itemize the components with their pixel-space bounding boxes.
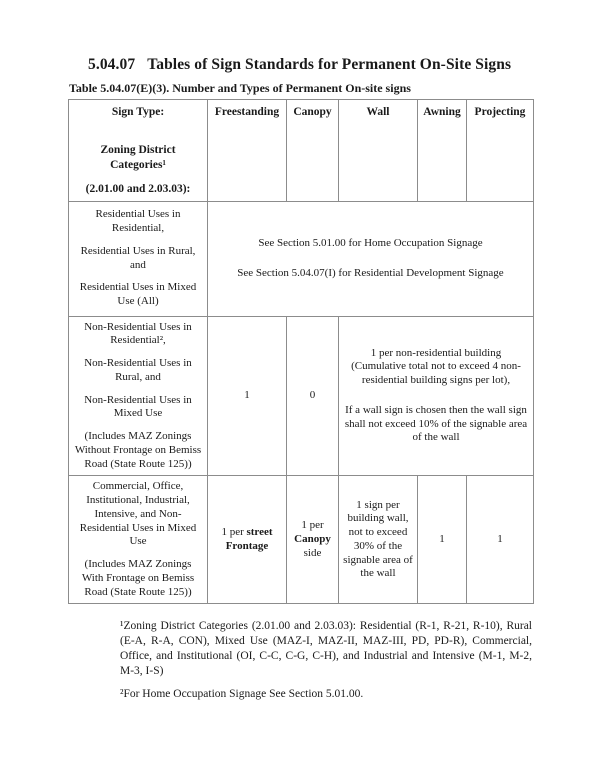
text-paragraph: Commercial, Office, Institutional, Industrial, Intensive, and Non-Residential Uses in Mixed Use — [79, 480, 197, 548]
text-paragraph: Residential Uses in Mixed Use (All) — [79, 281, 197, 307]
canopy-value-prefix: 1 per — [301, 519, 324, 532]
text-paragraph: Residential Uses in Residential, — [95, 208, 181, 234]
text-paragraph: Residential Uses in Rural, and — [80, 244, 196, 271]
sign-standards-table — [68, 99, 534, 604]
header-projecting: Projecting — [467, 100, 534, 202]
nonresidential-freestanding-value: 1 — [208, 316, 287, 476]
text-paragraph: (Includes MAZ Zonings With Frontage on Bemiss Road (State Route 125)) — [81, 558, 195, 598]
nonresidential-canopy-value: 0 — [287, 316, 339, 476]
canopy-value-suffix: side — [303, 546, 322, 559]
footnote-zoning-categories: ¹Zoning District Categories (2.01.00 and 2.03.03): Residential (R-1, R-21, R-10), Rural (E-A, R-A, CON), Mixed Use (MAZ-I, MAZ-II, MAZ-III, PD, PD-R), Commercial, Office, and Institutional (OI, C-C, C-G, C-H), and Industrial and Intensive (M-1, M-2, M-3, I-S) — [120, 620, 532, 678]
commercial-projecting-value: 1 — [467, 476, 534, 604]
commercial-awning-value: 1 — [418, 476, 467, 604]
zoning-reference-label: (2.01.00 and 2.03.03): — [85, 183, 191, 196]
commercial-wall-value: 1 sign per building wall, not to exceed 30% of the signable area of the wall — [339, 476, 418, 604]
text-paragraph: Non-Residential Uses in Residential², — [84, 320, 192, 347]
row-nonresidential-uses — [69, 316, 534, 476]
table-header-row — [69, 100, 534, 202]
header-sign-type — [69, 100, 208, 202]
zoning-district-label: Zoning District Categories¹ — [100, 144, 176, 171]
footnotes-section — [120, 619, 532, 702]
freestanding-value-bold: street Frontage — [225, 526, 273, 552]
page-title — [88, 56, 533, 74]
footnote-home-occupation: ²For Home Occupation Signage See Section 5.01.00. — [120, 688, 364, 700]
text-paragraph: See Section 5.01.00 for Home Occupation Signage — [258, 236, 483, 249]
row-residential-uses — [69, 201, 534, 316]
header-wall: Wall — [339, 100, 418, 202]
text-paragraph: (Includes MAZ Zonings Without Frontage on Bemiss Road (State Route 125)) — [74, 430, 202, 470]
text-paragraph: See Section 5.04.07(I) for Residential Development Signage — [237, 266, 504, 279]
sign-type-label: Sign Type: — [111, 106, 165, 118]
text-paragraph: Non-Residential Uses in Rural, and — [84, 357, 192, 383]
freestanding-value-prefix: 1 per — [221, 526, 247, 538]
nonresidential-wall-note — [339, 316, 534, 476]
header-awning: Awning — [418, 100, 467, 202]
text-paragraph: If a wall sign is chosen then the wall sign shall not exceed 10% of the signable area of the wall — [344, 403, 528, 444]
text-paragraph: Non-Residential Uses in Mixed Use — [84, 393, 192, 420]
text-paragraph: 1 per non-residential building (Cumulative total not to exceed 4 non-residential building signs per lot), — [351, 346, 521, 387]
header-canopy: Canopy — [287, 100, 339, 202]
commercial-canopy-value — [287, 476, 339, 604]
table-caption: Table 5.04.07(E)(3). Number and Types of Permanent On-site signs — [69, 81, 411, 95]
residential-signage-note — [208, 201, 534, 316]
residential-uses-label — [69, 201, 208, 316]
header-freestanding: Freestanding — [208, 100, 287, 202]
canopy-value-bold: Canopy — [294, 532, 331, 545]
commercial-freestanding-value — [208, 476, 287, 604]
commercial-uses-label — [69, 476, 208, 604]
section-number: 5.04.07 — [88, 56, 136, 73]
section-title-text: Tables of Sign Standards for Permanent On-Site Signs — [147, 56, 512, 73]
nonresidential-uses-label — [69, 316, 208, 476]
row-commercial-uses — [69, 476, 534, 604]
